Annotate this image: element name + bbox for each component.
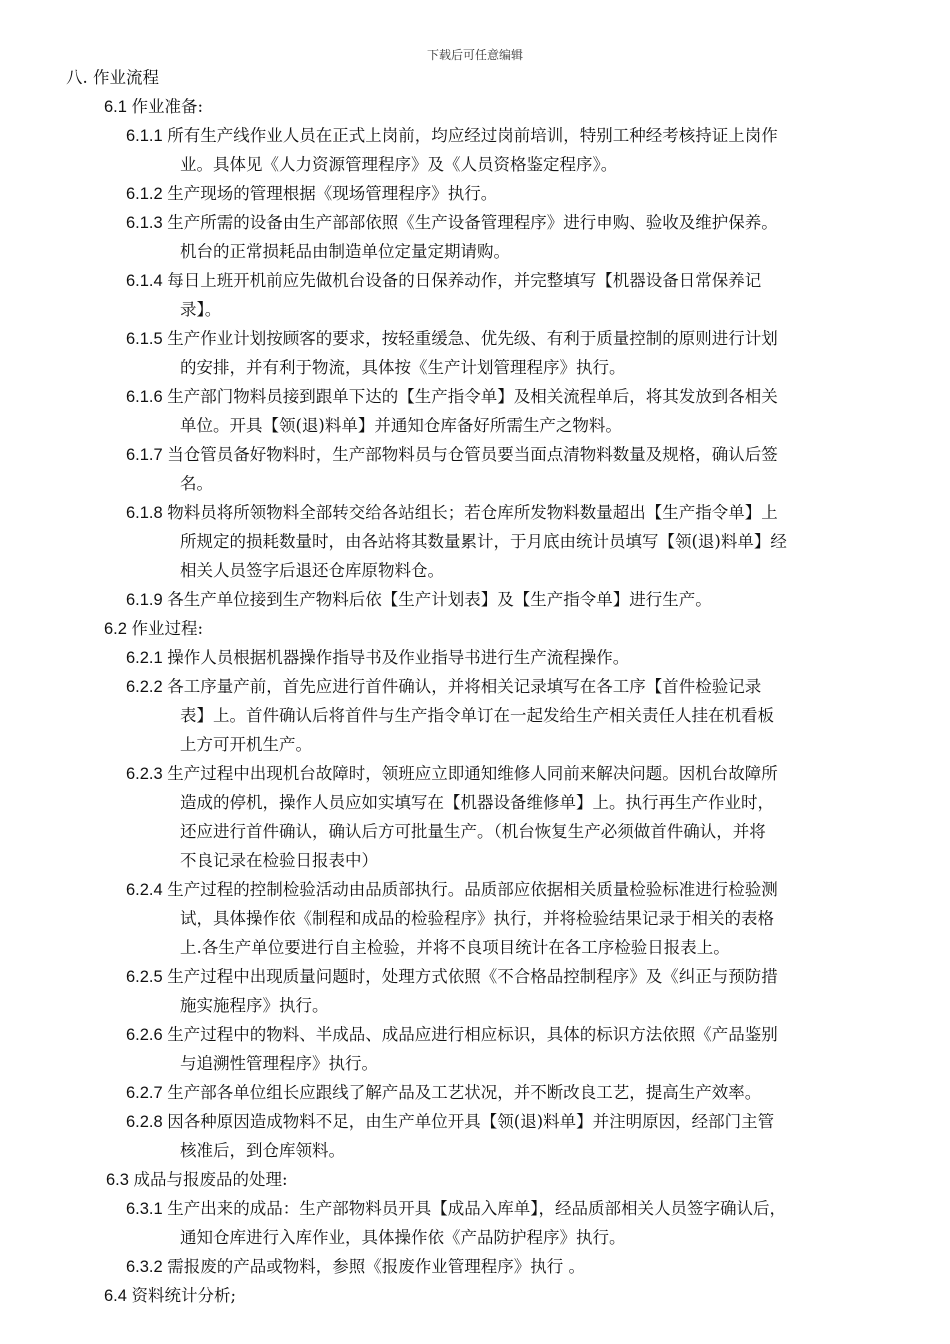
list-item-continuation	[180, 1141, 345, 1161]
subsection-heading	[104, 97, 203, 117]
subsection-title: 资料统计分析;	[131, 1286, 237, 1305]
subsection-title: 作业过程:	[131, 619, 204, 638]
item-number: 6.1.6	[126, 388, 168, 406]
section-title: 作业流程	[93, 68, 159, 87]
list-item-continuation	[180, 155, 617, 175]
subsection-number: 6.2	[104, 620, 132, 638]
item-number: 6.1.9	[126, 591, 168, 609]
item-text: 上.各生产单位要进行自主检验，并将不良项目统计在各工序检验日报表上。	[180, 938, 730, 957]
list-item-continuation	[180, 793, 774, 813]
item-text: 生产所需的设备由生产部部依照《生产设备管理程序》进行申购、验收及维护保养。	[167, 213, 778, 232]
item-number: 6.1.4	[126, 272, 168, 290]
subsection-heading	[104, 1286, 236, 1306]
list-item	[126, 677, 761, 697]
item-number: 6.3.1	[126, 1200, 168, 1218]
list-item	[126, 184, 497, 204]
item-text: 生产出来的成品：生产部物料员开具【成品入库单】，经品质部相关人员签字确认后，	[167, 1199, 787, 1218]
item-number: 6.1.8	[126, 504, 168, 522]
section-heading	[66, 68, 159, 88]
item-text: 物料员将所领物料全部转交给各站组长；若仓库所发物料数量超出【生产指令单】上	[167, 503, 778, 522]
subsection-heading	[106, 1170, 288, 1190]
list-item	[126, 764, 778, 784]
subsection-title: 成品与报废品的处理:	[133, 1170, 288, 1189]
list-item-continuation	[180, 242, 510, 262]
list-item	[126, 648, 629, 668]
list-item-continuation	[180, 561, 444, 581]
item-number: 6.2.2	[126, 678, 168, 696]
item-text: 核准后，到仓库领料。	[180, 1141, 345, 1160]
list-item-continuation	[180, 532, 787, 552]
list-item	[126, 271, 761, 291]
list-item	[126, 1257, 585, 1277]
item-text: 生产过程中出现机台故障时，领班应立即通知维修人同前来解决问题。因机台故障所	[167, 764, 778, 783]
item-text: 需报废的产品或物料，参照《报废作业管理程序》执行 。	[167, 1257, 586, 1276]
item-text: 还应进行首件确认，确认后方可批量生产。（机台恢复生产必须做首件确认，并将	[180, 822, 766, 841]
list-item	[126, 213, 778, 233]
list-item	[126, 1112, 774, 1132]
list-item	[126, 967, 778, 987]
item-number: 6.2.5	[126, 968, 168, 986]
list-item	[126, 1083, 761, 1103]
list-item-continuation	[180, 474, 213, 494]
list-item-continuation	[180, 300, 221, 320]
item-text: 当仓管员备好物料时，生产部物料员与仓管员要当面点清物料数量及规格，确认后签	[167, 445, 778, 464]
item-text: 所有生产线作业人员在正式上岗前，均应经过岗前培训，特别工种经考核持证上岗作	[167, 126, 778, 145]
list-item	[126, 1199, 786, 1219]
list-item	[126, 387, 778, 407]
item-text: 生产部门物料员接到跟单下达的【生产指令单】及相关流程单后，将其发放到各相关	[167, 387, 778, 406]
item-text: 施实施程序》执行。	[180, 996, 329, 1015]
item-number: 6.2.3	[126, 765, 168, 783]
item-text: 试，具体操作依《制程和成品的检验程序》执行，并将检验结果记录于相关的表格	[180, 909, 774, 928]
item-text: 机台的正常损耗品由制造单位定量定期请购。	[180, 242, 510, 261]
item-text: 名。	[180, 474, 213, 493]
list-item-continuation	[180, 1054, 378, 1074]
item-number: 6.1.5	[126, 330, 168, 348]
item-text: 表】上。首件确认后将首件与生产指令单订在一起发给生产相关责任人挂在机看板	[180, 706, 774, 725]
item-text: 生产过程中出现质量问题时，处理方式依照《不合格品控制程序》及《纠正与预防措	[167, 967, 778, 986]
list-item	[126, 329, 778, 349]
item-number: 6.1.2	[126, 185, 168, 203]
item-number: 6.2.1	[126, 649, 168, 667]
section-number: 八.	[66, 68, 93, 87]
item-text: 不良记录在检验日报表中）	[180, 851, 378, 870]
list-item	[126, 590, 712, 610]
list-item-continuation	[180, 909, 774, 929]
item-text: 录】。	[180, 300, 222, 319]
subsection-title: 作业准备:	[131, 97, 204, 116]
list-item	[126, 1025, 778, 1045]
item-text: 造成的停机，操作人员应如实填写在【机器设备维修单】上。执行再生产作业时，	[180, 793, 774, 812]
item-text: 各生产单位接到生产物料后依【生产计划表】及【生产指令单】进行生产。	[167, 590, 712, 609]
list-item	[126, 445, 778, 465]
list-item-continuation	[180, 706, 774, 726]
list-item	[126, 503, 778, 523]
item-number: 6.2.8	[126, 1113, 168, 1131]
subsection-number: 6.4	[104, 1287, 132, 1305]
item-text: 通知仓库进行入库作业，具体操作依《产品防护程序》执行。	[180, 1228, 626, 1247]
item-text: 所规定的损耗数量时，由各站将其数量累计，于月底由统计员填写【领(退)料单】经	[180, 532, 787, 551]
item-text: 上方可开机生产。	[180, 735, 312, 754]
subsection-heading	[104, 619, 203, 639]
list-item-continuation	[180, 1228, 626, 1248]
list-item-continuation	[180, 996, 329, 1016]
item-number: 6.2.4	[126, 881, 168, 899]
list-item-continuation	[180, 735, 312, 755]
page-header: 下载后可任意编辑	[426, 48, 523, 62]
item-text: 生产作业计划按顾客的要求，按轻重缓急、优先级、有利于质量控制的原则进行计划	[167, 329, 778, 348]
item-number: 6.2.6	[126, 1026, 168, 1044]
list-item-continuation	[180, 416, 622, 436]
item-number: 6.2.7	[126, 1084, 168, 1102]
item-number: 6.1.7	[126, 446, 168, 464]
list-item	[126, 880, 778, 900]
list-item-continuation	[180, 851, 378, 871]
item-number: 6.1.3	[126, 214, 168, 232]
list-item-continuation	[180, 822, 766, 842]
list-item-continuation	[180, 358, 626, 378]
item-text: 每日上班开机前应先做机台设备的日保养动作，并完整填写【机器设备日常保养记	[167, 271, 762, 290]
list-item-continuation	[180, 938, 730, 958]
item-number: 6.1.1	[126, 127, 168, 145]
item-text: 生产现场的管理根据《现场管理程序》执行。	[167, 184, 498, 203]
item-text: 因各种原因造成物料不足，由生产单位开具【领(退)料单】并注明原因，经部门主管	[167, 1112, 775, 1131]
item-text: 各工序量产前，首先应进行首件确认，并将相关记录填写在各工序【首件检验记录	[167, 677, 762, 696]
list-item	[126, 126, 778, 146]
item-text: 的安排，并有利于物流，具体按《生产计划管理程序》执行。	[180, 358, 626, 377]
item-text: 与追溯性管理程序》执行。	[180, 1054, 378, 1073]
item-text: 单位。开具【领(退)料单】并通知仓库备好所需生产之物料。	[180, 416, 622, 435]
item-text: 生产部各单位组长应跟线了解产品及工艺状况，并不断改良工艺，提高生产效率。	[167, 1083, 762, 1102]
item-text: 业。具体见《人力资源管理程序》及《人员资格鉴定程序》。	[180, 155, 618, 174]
item-text: 相关人员签字后退还仓库原物料仓。	[180, 561, 444, 580]
subsection-number: 6.3	[106, 1171, 134, 1189]
item-text: 生产过程的控制检验活动由品质部执行。品质部应依据相关质量检验标准进行检验测	[167, 880, 778, 899]
subsection-number: 6.1	[104, 98, 132, 116]
item-number: 6.3.2	[126, 1258, 168, 1276]
item-text: 操作人员根据机器操作指导书及作业指导书进行生产流程操作。	[167, 648, 630, 667]
item-text: 生产过程中的物料、半成品、成品应进行相应标识，具体的标识方法依照《产品鉴别	[167, 1025, 778, 1044]
